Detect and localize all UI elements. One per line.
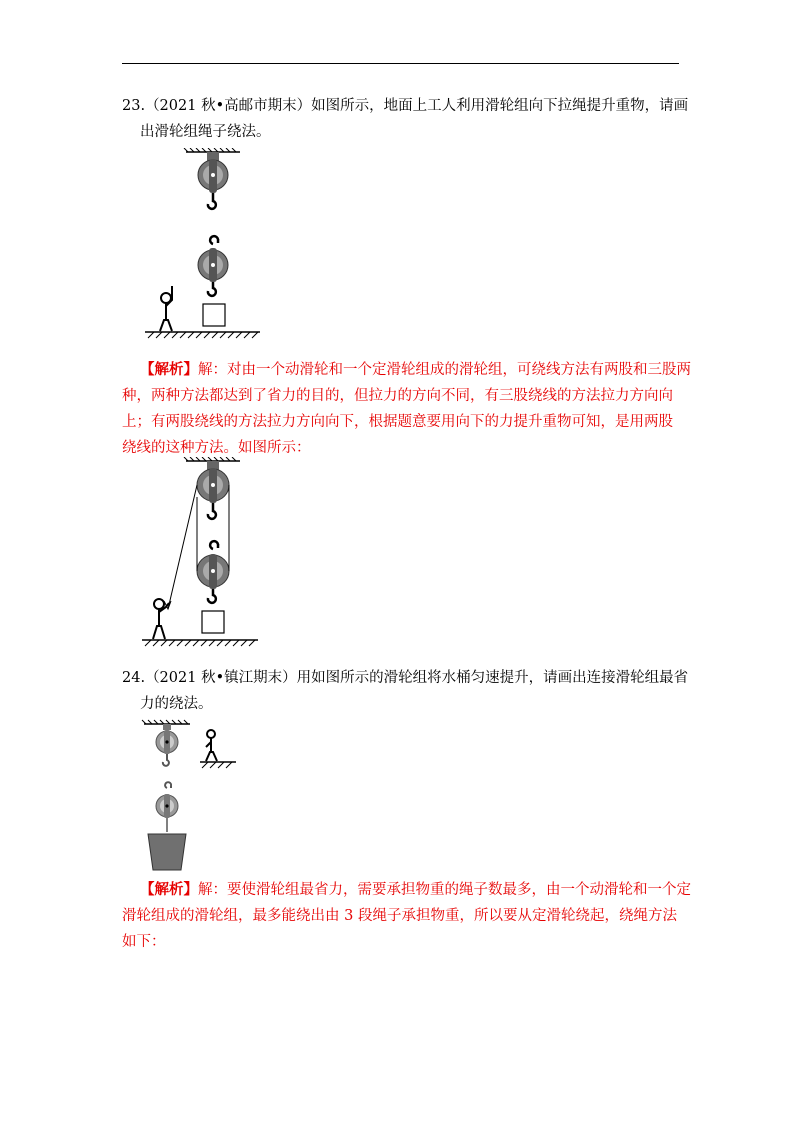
- question-text: 用如图所示的滑轮组将水桶匀速提升，请画出连接滑轮组最省: [296, 670, 689, 686]
- movable-pulley: [198, 236, 228, 296]
- weight-block: [202, 611, 224, 633]
- answer-23-line-3: 上；有两股绕线的方法拉力方向向下，根据题意要用向下的力提升重物可知，是用两股: [122, 414, 673, 430]
- bucket: [148, 834, 186, 870]
- answer-text: 解：对由一个动滑轮和一个定滑轮组成的滑轮组，可绕线方法有两股和三股两: [198, 362, 691, 378]
- fixed-pulley: [197, 461, 229, 519]
- worker-figure: [206, 730, 217, 761]
- weight-block: [203, 304, 225, 326]
- question-source: （2021 秋•镇江期末）: [145, 670, 297, 686]
- ground-hatch: [145, 332, 260, 338]
- ground-hatch: [200, 762, 236, 768]
- bucket-pulley-figure-q24: [138, 718, 243, 878]
- answer-24-line-3: 如下：: [122, 934, 166, 950]
- fixed-pulley: [156, 724, 178, 766]
- question-24-line-1: [122, 665, 689, 691]
- ceiling-hatch: [184, 148, 240, 152]
- pulley-solution-figure-q23: [140, 457, 270, 657]
- worker-figure: [160, 286, 172, 331]
- answer-text: 解：要使滑轮组最省力，需要承担物重的绳子数最多，由一个动滑轮和一个定: [198, 882, 691, 898]
- header-rule: [122, 63, 679, 64]
- question-text: 如图所示，地面上工人利用滑轮组向下拉绳提升重物，请画: [311, 98, 689, 114]
- question-number: 24.: [122, 670, 146, 686]
- question-24: [122, 665, 689, 717]
- ceiling-hatch: [142, 720, 190, 724]
- fixed-pulley: [198, 152, 228, 209]
- answer-24-line-1: [122, 877, 691, 903]
- answer-23-line-4: 绕线的这种方法。如图所示：: [122, 440, 311, 456]
- pulley-figure-q23: [140, 148, 270, 343]
- question-23-line-1: [122, 93, 689, 119]
- answer-23: [122, 357, 691, 461]
- question-23: [122, 93, 689, 145]
- answer-23-line-1: [122, 357, 691, 383]
- question-23-line-2: 出滑轮组绳子绕法。: [140, 124, 271, 140]
- worker-figure: [153, 599, 169, 639]
- question-number: 23.: [122, 98, 146, 114]
- analysis-tag: 【解析】: [140, 881, 198, 898]
- question-source: （2021 秋•高邮市期末）: [145, 98, 312, 114]
- answer-24: [122, 877, 691, 955]
- analysis-tag: 【解析】: [140, 361, 198, 378]
- ceiling-hatch: [184, 457, 240, 461]
- ground-hatch: [142, 640, 258, 646]
- answer-23-line-2: 种，两种方法都达到了省力的目的，但拉力的方向不同，有三股绕线的方法拉力方向向: [122, 388, 673, 404]
- movable-pulley: [197, 541, 229, 603]
- movable-pulley: [156, 782, 178, 832]
- question-24-line-2: 力的绕法。: [140, 696, 213, 712]
- answer-24-line-2: 滑轮组成的滑轮组，最多能绕出由 3 段绳子承担物重，所以要从定滑轮绕起，绕绳方法: [122, 908, 677, 924]
